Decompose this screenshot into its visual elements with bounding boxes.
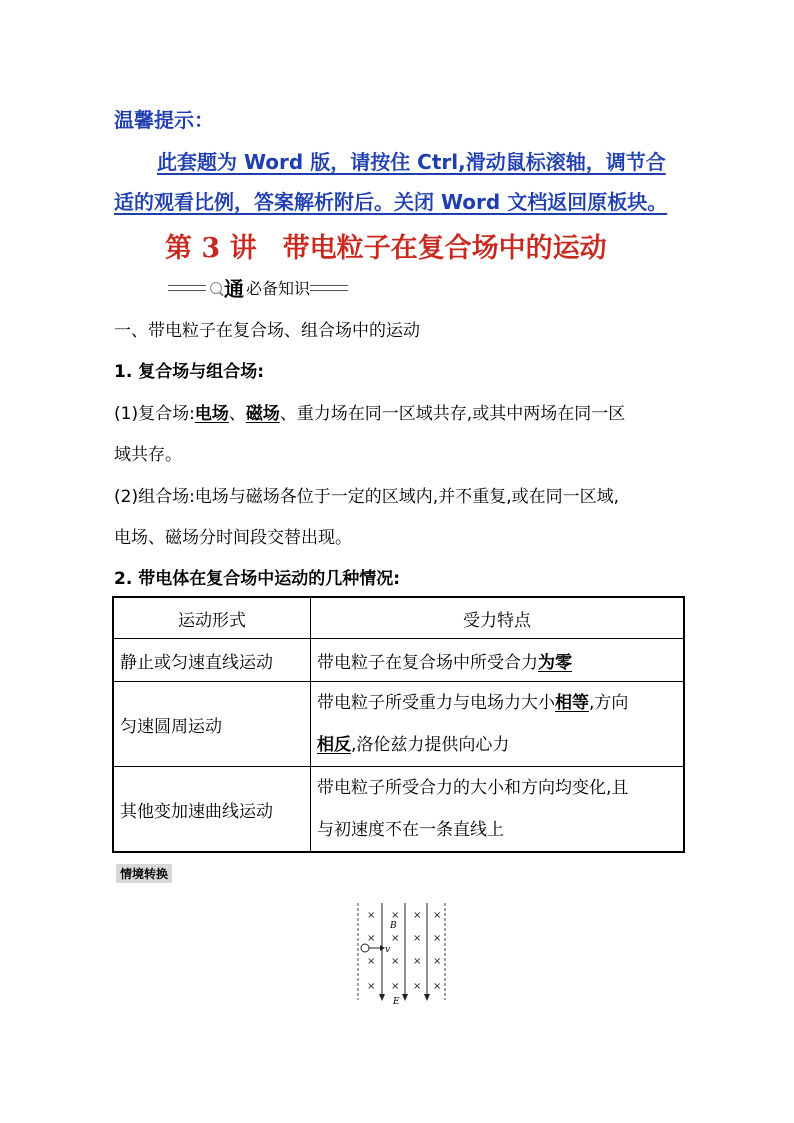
text: 带电粒子在复合场中所受合力 (317, 652, 538, 673)
cross-mark: × (391, 956, 400, 967)
double-rule-left (168, 285, 206, 291)
item1-para1-line1 (114, 399, 625, 424)
cross-mark: × (367, 910, 376, 921)
cross-mark: × (413, 981, 422, 992)
cross-mark: × (433, 933, 442, 944)
tips-line-1: 此套题为 Word 版，请按住 Ctrl,滑动鼠标滚轴，调节合 (157, 150, 666, 174)
force-cell (311, 639, 685, 682)
double-rule-right (310, 285, 348, 291)
table-row (113, 767, 684, 853)
cross-mark: × (391, 933, 400, 944)
text: 带电粒子所受重力与电场力大小 (317, 693, 555, 713)
cross-mark: × (391, 981, 400, 992)
field-diagram (350, 898, 450, 1008)
item1-para1-line2: 域共存。 (114, 445, 182, 465)
lesson-name: 带电粒子在复合场中的运动 (282, 233, 607, 264)
cross-mark: × (433, 910, 442, 921)
item1-heading: 1. 复合场与组合场: (114, 362, 265, 382)
charged-particle (361, 944, 369, 952)
field-arrows (379, 994, 430, 1001)
keyword-magnetic-field: 磁场 (245, 404, 280, 424)
cross-mark: × (433, 956, 442, 967)
label-E: E (393, 997, 400, 1007)
text: 、重力场在同一区域共存,或其中两场在同一区 (279, 404, 626, 424)
knowledge-banner (168, 273, 348, 302)
motion-form-cell: 其他变加速曲线运动 (113, 767, 311, 853)
magnifier-icon (210, 282, 222, 294)
section-heading: 一、带电粒子在复合场、组合场中的运动 (114, 321, 420, 341)
knowledge-banner-label: 必备知识 (246, 279, 311, 298)
tong-mark: 通 (224, 277, 244, 301)
cross-mark: × (413, 933, 422, 944)
motion-form-cell: 匀速圆周运动 (113, 682, 311, 767)
item2-heading: 2. 带电体在复合场中运动的几种情况: (114, 569, 401, 589)
text: (1)复合场: (114, 404, 195, 424)
text: ,洛伦兹力提供向心力 (351, 735, 510, 755)
cross-mark: × (413, 910, 422, 921)
keyword-equal: 相等 (555, 693, 589, 713)
tips-title: 温馨提示： (114, 108, 214, 132)
label-v: v (385, 945, 391, 955)
motion-table (112, 596, 685, 853)
cross-mark: × (367, 981, 376, 992)
label-B: B (390, 921, 397, 931)
lesson-number: 第 3 讲 (165, 233, 257, 264)
table-row (113, 682, 684, 767)
lesson-title (165, 226, 607, 265)
keyword-zero: 为零 (538, 652, 572, 673)
item1-para2-line2: 电场、磁场分时间段交替出现。 (114, 528, 352, 548)
cross-mark: × (391, 910, 400, 921)
keyword-opposite: 相反 (317, 735, 351, 755)
text: 与初速度不在一条直线上 (317, 820, 504, 840)
text: ,方向 (589, 693, 629, 713)
force-cell (311, 682, 685, 767)
scenario-badge: 情境转换 (116, 864, 172, 883)
table-header-row (113, 597, 684, 639)
tips-line-2: 适的观看比例，答案解析附后。关闭 Word 文档返回原板块。 (114, 190, 668, 214)
motion-form-cell: 静止或匀速直线运动 (113, 639, 311, 682)
text: 带电粒子所受合力的大小和方向均变化,且 (317, 778, 629, 798)
keyword-electric-field: 电场 (194, 404, 229, 424)
cross-mark: × (367, 956, 376, 967)
item1-para2-line1: (2)组合场:电场与磁场各位于一定的区域内,并不重复,或在同一区域, (114, 487, 620, 507)
table-row (113, 639, 684, 682)
cross-mark: × (433, 981, 442, 992)
cross-mark: × (413, 956, 422, 967)
table-header-force: 受力特点 (311, 597, 685, 639)
cross-mark: × (367, 933, 376, 944)
force-cell (311, 767, 685, 853)
text: 、 (228, 404, 246, 424)
table-header-form: 运动形式 (113, 597, 311, 639)
magnetic-field-crosses (367, 910, 441, 992)
